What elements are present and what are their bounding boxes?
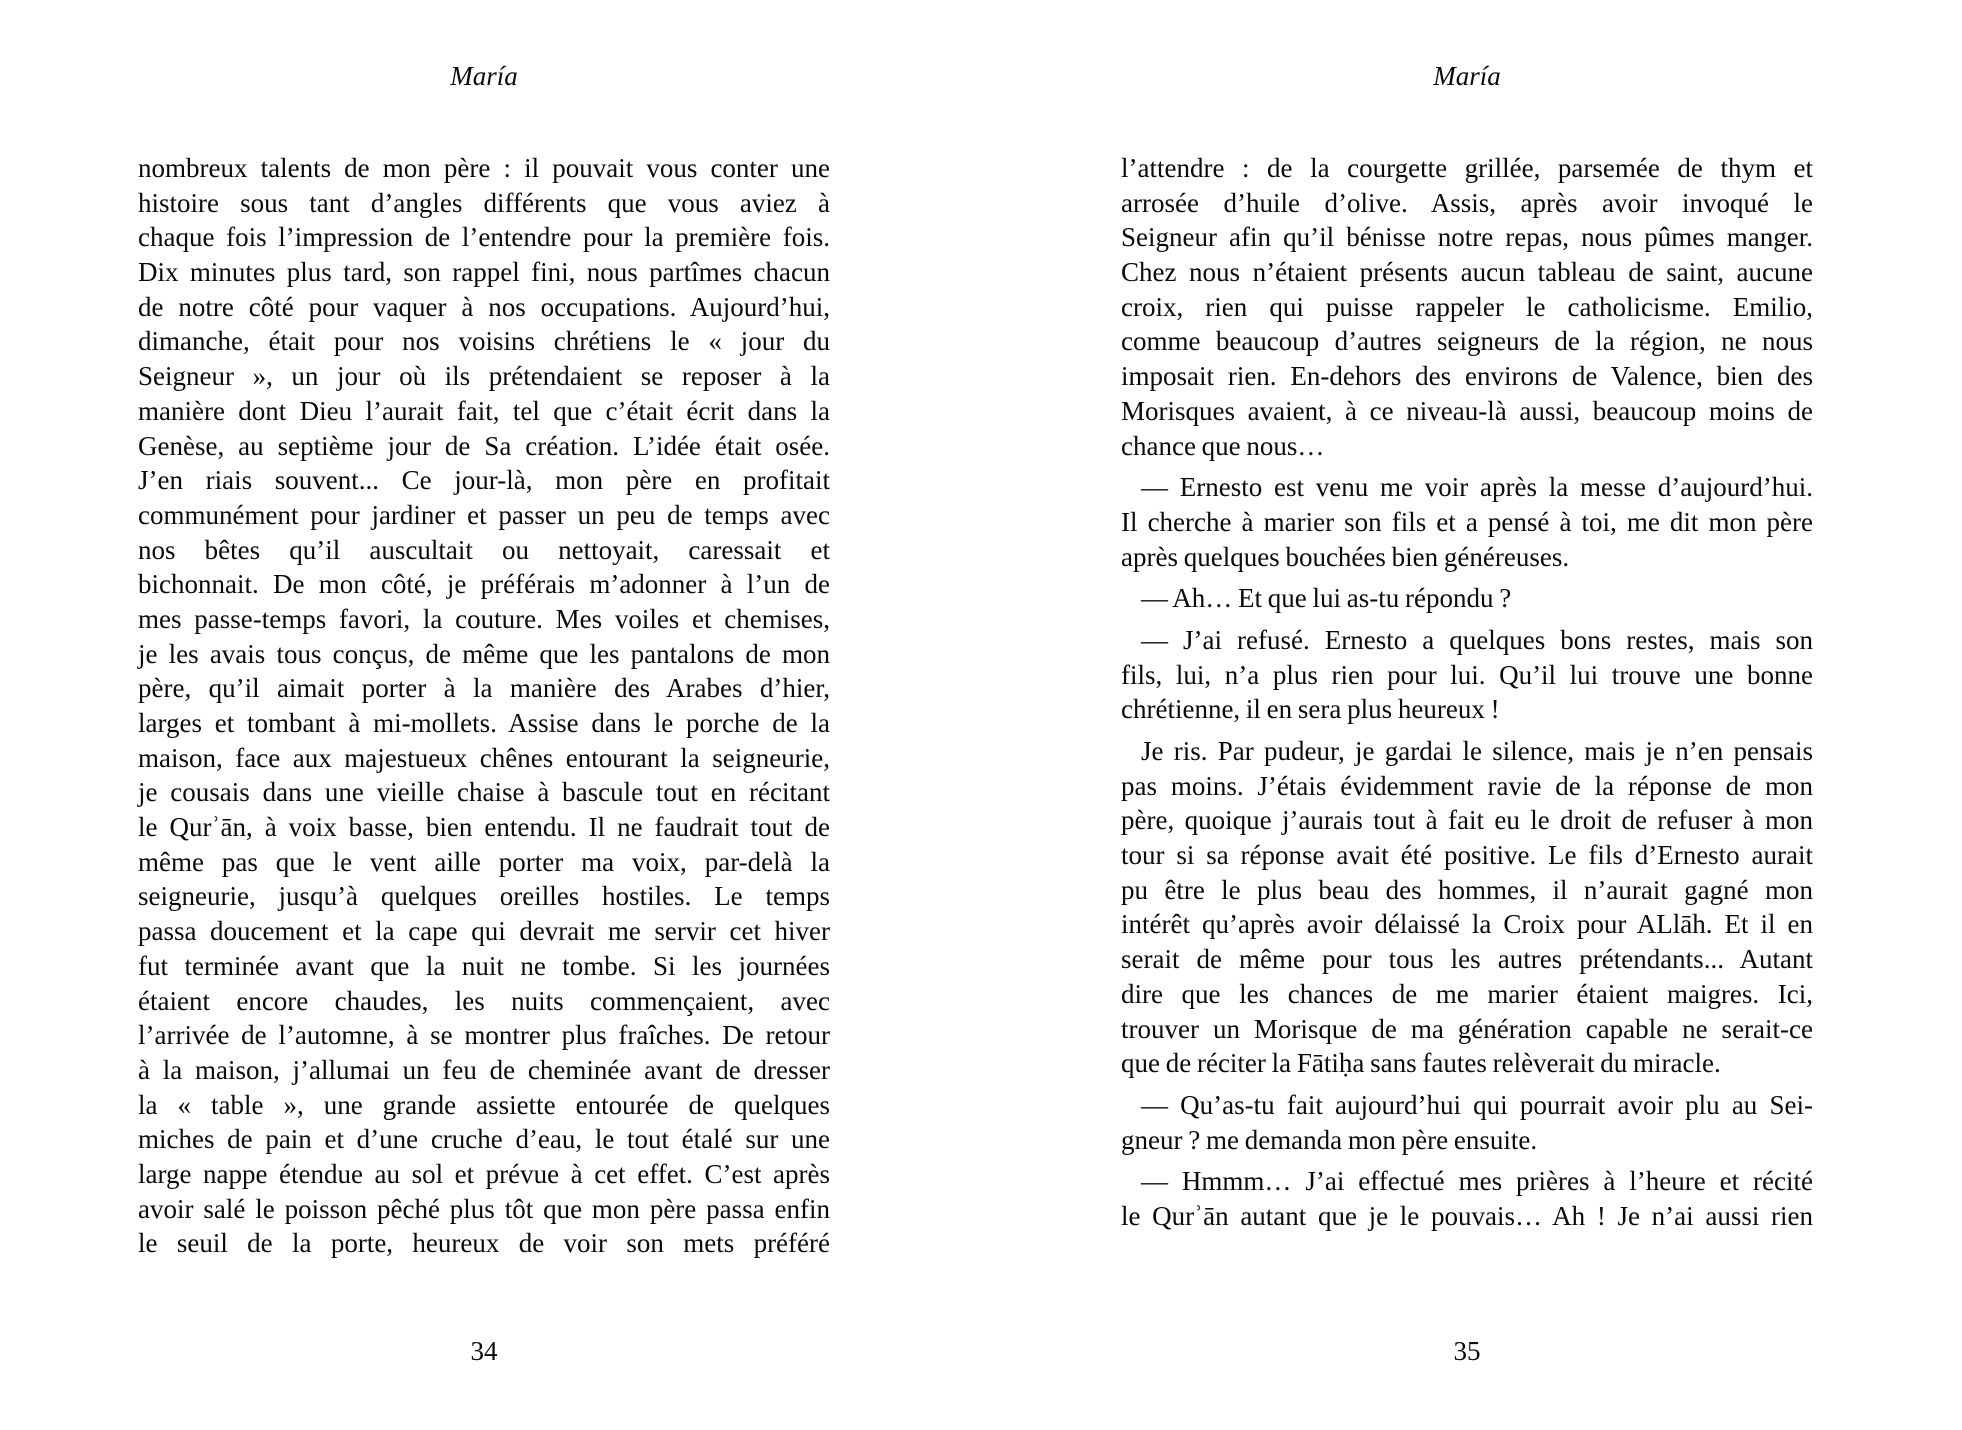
text-line: dimanche, était pour nos voisins chrétiens le « jour du: [138, 326, 830, 357]
paragraph: [1121, 623, 1813, 727]
text-line: — Ernesto est venu me voir après la messe d’aujourd’hui.: [1141, 472, 1813, 503]
text-line: père, qu’il aimait porter à la manière des Arabes d’hier,: [138, 673, 830, 704]
text-line: l’attendre : de la courgette grillée, parsemée de thym et: [1121, 153, 1813, 183]
paragraph: [1121, 1164, 1813, 1233]
text-line: je cousais dans une vieille chaise à bascule tout en récitant: [138, 777, 830, 808]
text-line: mes passe-temps favori, la couture. Mes voiles et chemises,: [138, 603, 830, 634]
book-page-left: [138, 0, 830, 1430]
text-line: arrosée d’huile d’olive. Assis, après avoir invoqué le: [1121, 187, 1813, 218]
paragraph: [138, 151, 830, 1261]
text-line: imposait rien. En-dehors des environs de Valence, bien des: [1121, 361, 1813, 392]
text-line: Morisques avaient, à ce niveau-là aussi, beaucoup moins de: [1121, 395, 1813, 426]
text-line: de notre côté pour vaquer à nos occupations. Aujourd’hui,: [138, 291, 830, 322]
paragraph: [1121, 1088, 1813, 1157]
running-header: María: [1433, 61, 1501, 91]
text-line: que de réciter la Fātiḥa sans fautes relèverait du miracle.: [1121, 1048, 1721, 1079]
text-line: J’en riais souvent... Ce jour-là, mon père en profitait: [138, 465, 830, 496]
text-line: histoire sous tant d’angles différents que vous aviez à: [138, 187, 830, 218]
page-number: 34: [470, 1336, 498, 1366]
text-line: nos bêtes qu’il auscultait ou nettoyait, caressait et: [138, 534, 830, 565]
text-line: le seuil de la porte, heureux de voir son mets préféré: [138, 1228, 830, 1259]
text-line: Seigneur », un jour où ils prétendaient se reposer à la: [138, 361, 830, 392]
text-line: tour si sa réponse avait été positive. Le fils d’Ernesto aurait: [1121, 840, 1813, 871]
book-page-right: [1121, 0, 1813, 1430]
text-line: Seigneur afin qu’il bénisse notre repas, nous pûmes manger.: [1121, 222, 1813, 253]
text-line: Il cherche à marier son fils et a pensé à toi, me dit mon père: [1121, 506, 1813, 537]
text-line: fut terminée avant que la nuit ne tombe. Si les journées: [138, 950, 830, 981]
text-line: l’arrivée de l’automne, à se montrer plus fraîches. De retour: [138, 1020, 830, 1051]
page-number: 35: [1453, 1336, 1481, 1366]
text-line: Genèse, au septième jour de Sa création. L’idée était osée.: [138, 430, 830, 461]
text-line: Je ris. Par pudeur, je gardai le silence, mais je n’en pensais: [1141, 736, 1813, 766]
text-line: maison, face aux majestueux chênes entourant la seigneurie,: [138, 742, 830, 773]
text-line: le Qurʾān, à voix basse, bien entendu. Il ne faudrait tout de: [138, 812, 830, 843]
text-line: miches de pain et d’une cruche d’eau, le tout étalé sur une: [138, 1124, 830, 1155]
text-line: pu être le plus beau des hommes, il n’aurait gagné mon: [1121, 874, 1813, 905]
page-body: [1121, 151, 1813, 1234]
text-line: trouver un Morisque de ma génération capable ne serait-ce: [1121, 1013, 1813, 1044]
text-line: je les avais tous conçus, de même que les pantalons de mon: [138, 638, 830, 669]
text-line: gneur ? me demanda mon père ensuite.: [1121, 1124, 1538, 1155]
text-line: la « table », une grande assiette entourée de quelques: [138, 1089, 830, 1120]
text-line: passa doucement et la cape qui devrait me servir cet hiver: [138, 916, 830, 947]
text-line: pas moins. J’étais évidemment ravie de la réponse de mon: [1121, 770, 1813, 801]
text-line: comme beaucoup d’autres seigneurs de la région, ne nous: [1121, 326, 1813, 357]
text-line: chaque fois l’impression de l’entendre pour la première fois.: [138, 222, 830, 253]
text-line: père, quoique j’aurais tout à fait eu le droit de refuser à mon: [1121, 805, 1813, 836]
text-line: larges et tombant à mi-mollets. Assise dans le porche de la: [138, 708, 830, 738]
text-line: Chez nous n’étaient présents aucun tableau de saint, aucune: [1121, 257, 1813, 288]
text-line: fils, lui, n’a plus rien pour lui. Qu’il lui trouve une bonne: [1121, 659, 1813, 690]
text-line: large nappe étendue au sol et prévue à cet effet. C’est après: [138, 1158, 830, 1189]
paragraph: [1121, 581, 1813, 616]
text-line: Dix minutes plus tard, son rappel fini, nous partîmes chacun: [138, 257, 830, 288]
text-line: après quelques bouchées bien généreuses.: [1121, 541, 1570, 572]
paragraph: [1121, 734, 1813, 1081]
running-header: María: [450, 61, 518, 91]
paragraph: [1121, 151, 1813, 463]
paragraph: [1121, 470, 1813, 574]
text-line: serait de même pour tous les autres prétendants... Autant: [1121, 944, 1813, 975]
text-line: — Ah… Et que lui as-tu répondu ?: [1141, 583, 1512, 614]
text-line: — J’ai refusé. Ernesto a quelques bons restes, mais son: [1141, 624, 1813, 655]
text-line: chrétienne, il en sera plus heureux !: [1121, 694, 1500, 725]
text-line: manière dont Dieu l’aurait fait, tel que c’était écrit dans la: [138, 395, 830, 426]
text-line: croix, rien qui puisse rappeler le catholicisme. Emilio,: [1121, 291, 1813, 322]
text-line: communément pour jardiner et passer un peu de temps avec: [138, 499, 830, 530]
text-line: à la maison, j’allumai un feu de cheminée avant de dresser: [138, 1054, 830, 1085]
text-line: — Qu’as-tu fait aujourd’hui qui pourrait avoir plu au Sei-: [1141, 1089, 1813, 1120]
text-line: nombreux talents de mon père : il pouvait vous conter une: [138, 153, 830, 183]
text-line: intérêt qu’après avoir délaissé la Croix pour ALlāh. Et il en: [1121, 909, 1813, 940]
text-line: chance que nous…: [1121, 430, 1325, 461]
text-line: avoir salé le poisson pêché plus tôt que mon père passa enfin: [138, 1193, 830, 1224]
text-line: le Qurʾān autant que je le pouvais… Ah ! Je n’ai aussi rien: [1121, 1200, 1813, 1231]
text-line: — Hmmm… J’ai effectué mes prières à l’heure et récité: [1141, 1166, 1813, 1197]
text-line: même pas que le vent aille porter ma voix, par-delà la: [138, 846, 830, 877]
text-line: dire que les chances de me marier étaient maigres. Ici,: [1121, 978, 1813, 1009]
text-line: bichonnait. De mon côté, je préférais m’adonner à l’un de: [138, 569, 830, 600]
text-line: seigneurie, jusqu’à quelques oreilles hostiles. Le temps: [138, 881, 830, 912]
page-body: [138, 151, 830, 1261]
text-line: étaient encore chaudes, les nuits commençaient, avec: [138, 985, 830, 1016]
